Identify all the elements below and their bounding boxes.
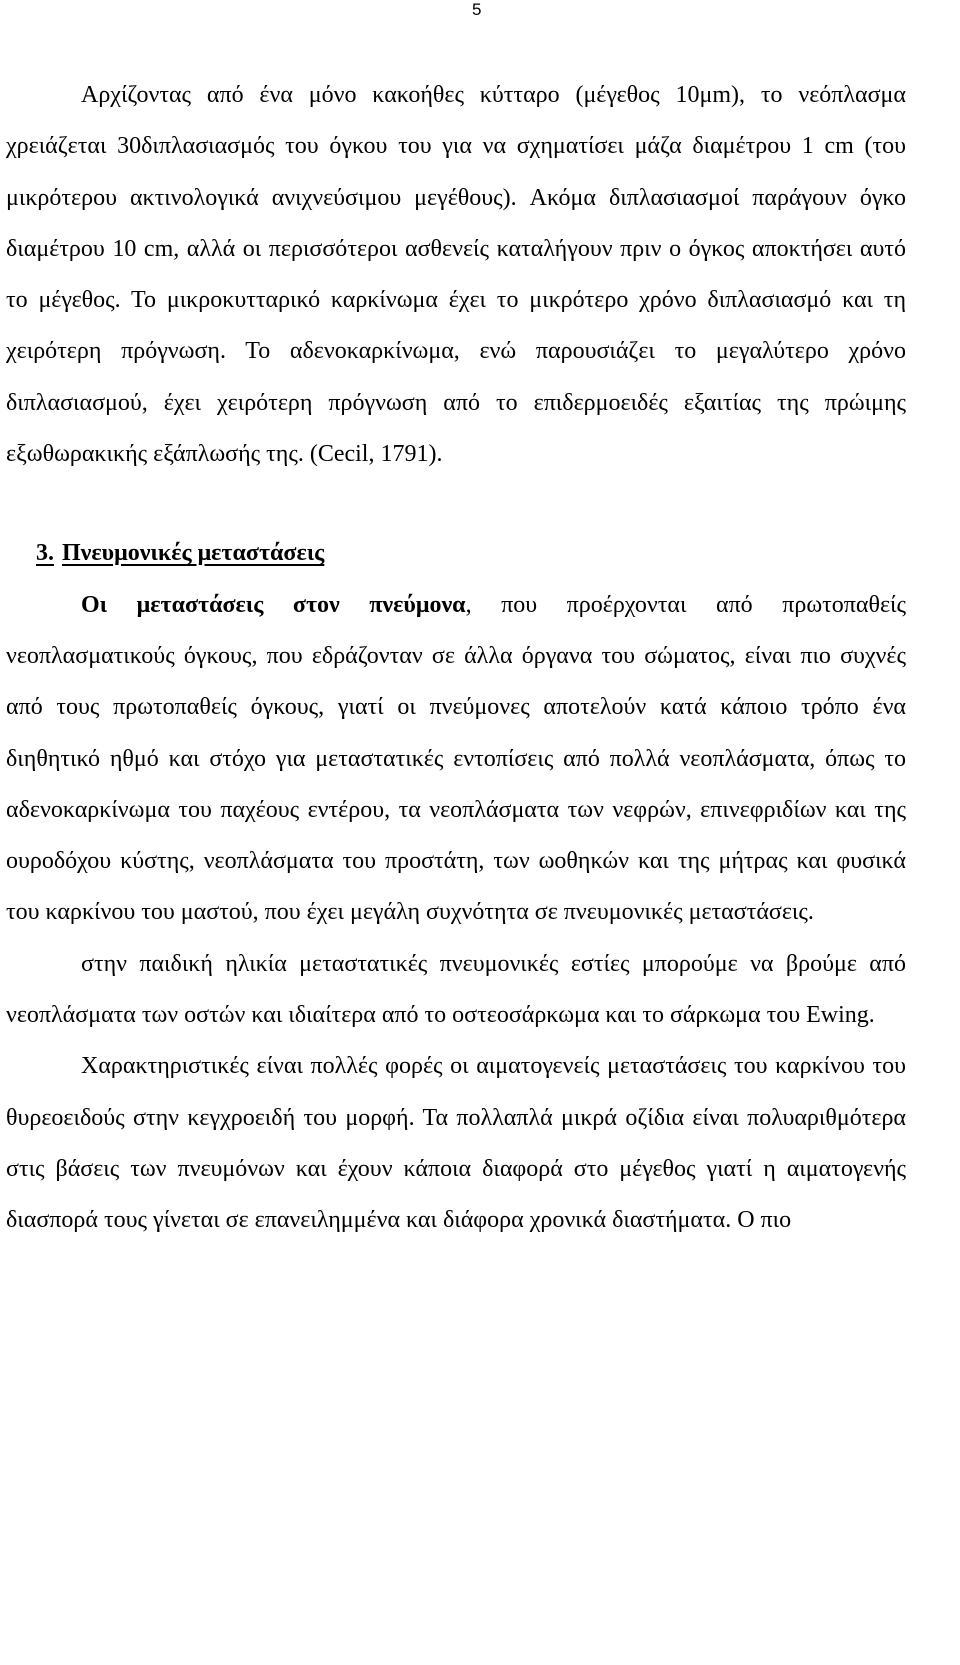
paragraph-doubling-time: Αρχίζοντας από ένα μόνο κακοήθες κύτταρο (μέγεθος 10μm), το νεόπλασμα χρειάζεται 30διπλασιασμός του όγκου του για να σχηματίσει μάζα διαμέτρου 1 cm (του μικρότερου ακτινολογικά ανιχνεύσιμου μεγέθους). Ακόμα διπλασιασμοί παράγουν όγκο διαμέτρου 10 cm, αλλά οι περισσότεροι ασθενείς καταλήγουν πριν ο όγκος αποκτήσει αυτό το μέγεθος. Το μικροκυτταρικό καρκίνωμα έχει το μικρότερο χρόνο διπλασιασμό και τη χειρότερη πρόγνωση. Το αδενοκαρκίνωμα, ενώ παρουσιάζει το μεγαλύτερο χρόνο διπλασιασμού, έχει χειρότερη πρόγνωση από το επιδερμοειδές εξαιτίας της πρώιμης εξωθωρακικής εξάπλωσής της. (Cecil, 1791).	[6, 82, 906, 468]
section-title: Πνευμονικές μεταστάσεις	[62, 540, 325, 567]
paragraph-childhood: στην παιδική ηλικία μεταστατικές πνευμονικές εστίες μπορούμε να βρούμε από νεοπλάσματα των οστών και ιδιαίτερα από το οστεοσάρκωμα και το σάρκωμα του Ewing.	[6, 950, 906, 1029]
section-number: 3.	[36, 540, 54, 567]
section-heading	[6, 528, 906, 579]
paragraph-thyroid: Χαρακτηριστικές είναι πολλές φορές οι αιματογενείς μεταστάσεις του καρκίνου του θυρεοειδούς στην κεγχροειδή του μορφή. Τα πολλαπλά μικρά οζίδια είναι πολυαριθμότερα στις βάσεις των πνευμόνων και έχουν κάποια διαφορά στο μέγεθος γιατί η αιματογενής διασπορά τους γίνεται σε επανειλημμένα και διάφορα χρονικά διαστήματα. Ο πιο	[6, 1053, 906, 1234]
page-number-text: 5	[472, 0, 482, 19]
paragraph-lung-metastases-text: , που προέρχονται από πρωτοπαθείς νεοπλασματικούς όγκους, που εδράζονταν σε άλλα όργανα του σώματος, είναι πιο συχνές από τους πρωτοπαθείς όγκους, γιατί οι πνεύμονες αποτελούν κατά κάποιο τρόπο ένα διηθητικό ηθμό και στόχο για μεταστατικές εντοπίσεις από πολλά νεοπλάσματα, όπως το αδενοκαρκίνωμα του παχέους εντέρου, τα νεοπλάσματα των νεφρών, επινεφριδίων και της ουροδόχου κύστης, νεοπλάσματα του προστάτη, των ωοθηκών και της μήτρας και φυσικά του καρκίνου του μαστού, που έχει μεγάλη συχνότητα σε πνευμονικές μεταστάσεις.	[6, 591, 906, 926]
paragraph-lung-metastases	[6, 580, 906, 939]
document-body	[6, 70, 906, 1247]
bold-lead-phrase: Οι μεταστάσεις στον πνεύμονα	[81, 591, 466, 618]
